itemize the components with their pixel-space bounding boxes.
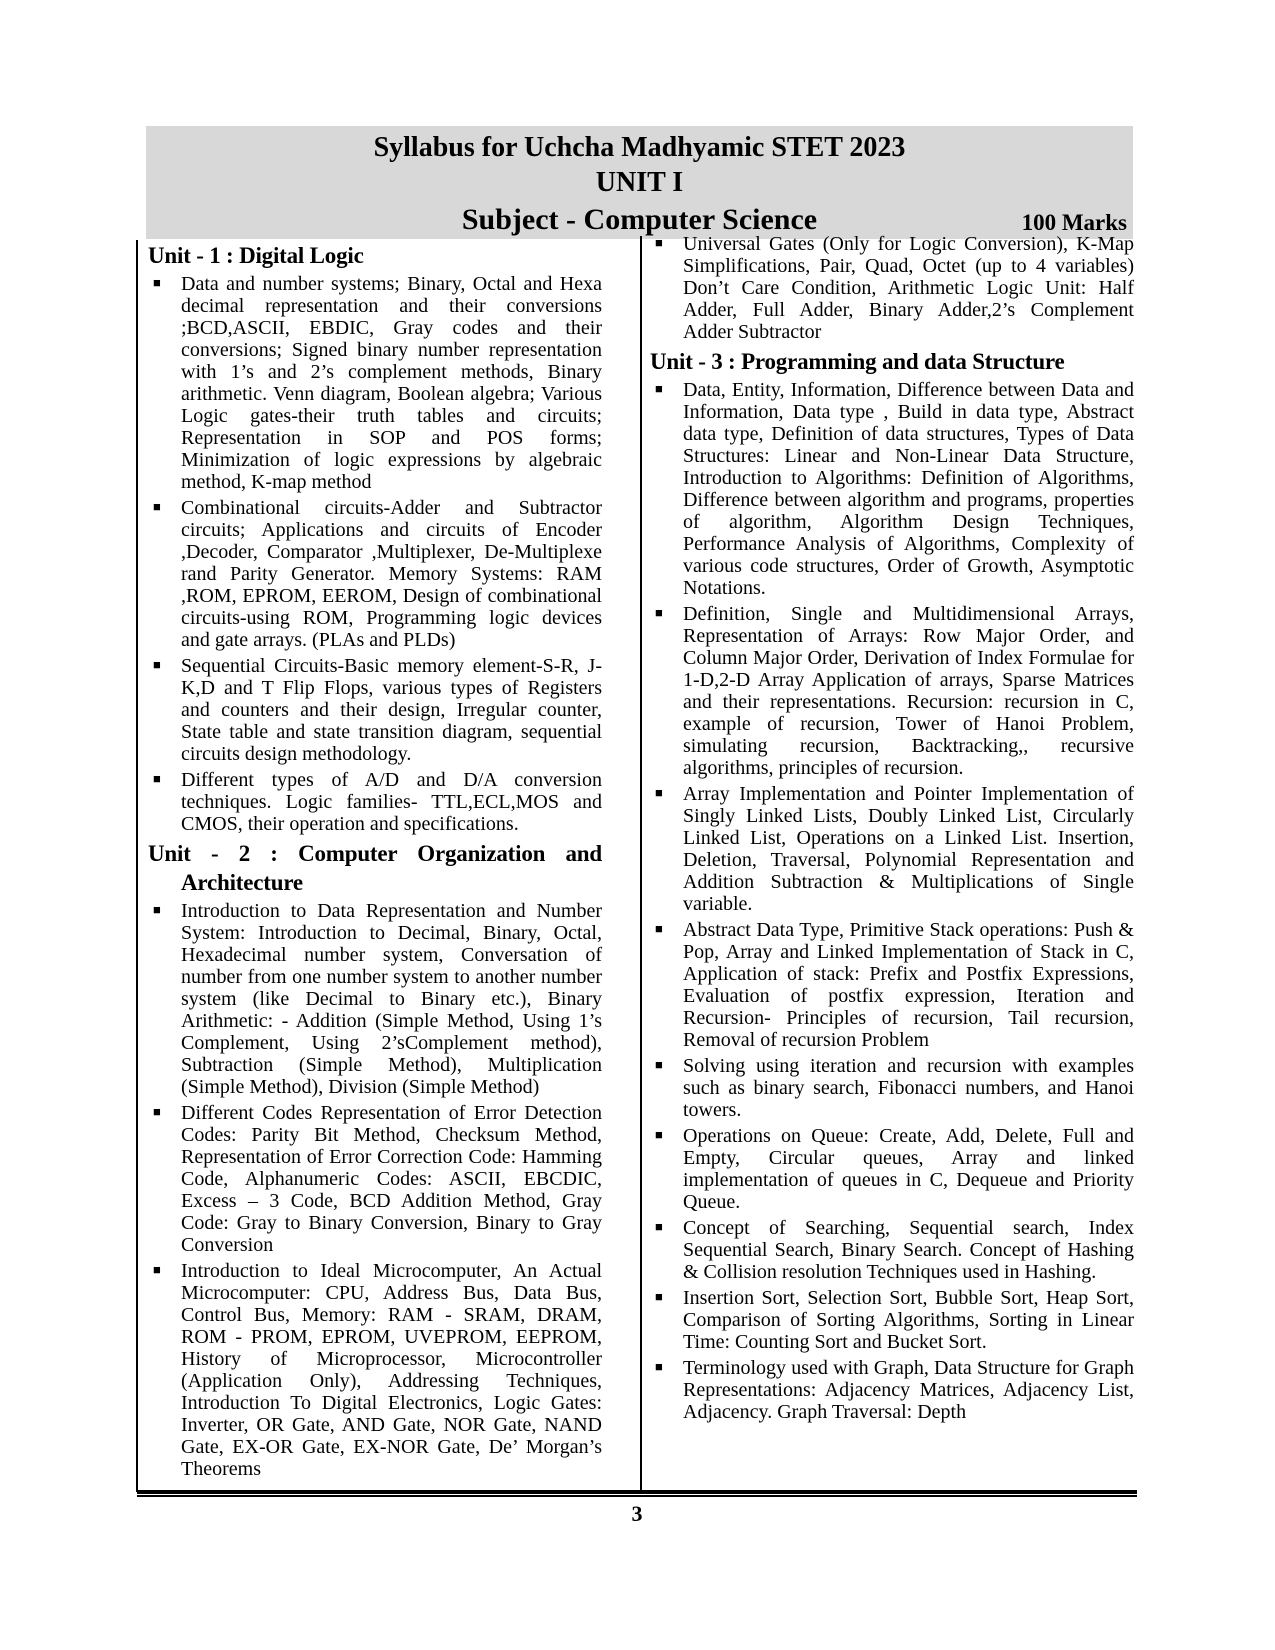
unit-heading: Unit - 3 : Programming and data Structure: [650, 349, 1065, 374]
square-bullet-icon: ■: [153, 275, 161, 290]
page-header: [146, 126, 1133, 239]
syllabus-item-text: Data and number systems; Binary, Octal and Hexa decimal representation and their conversions ;BCD,ASCII, EBDIC, Gray codes and their conversions; Signed binary number representation with 1’s and 2’s complement methods, Binary arithmetic. Venn diagram, Boolean algebra; Various Logic gates-their truth tables and circuits; Representation in SOP and POS forms; Minimization of logic expressions by algebraic method, K-map method: [181, 273, 602, 493]
square-bullet-icon: ■: [153, 499, 161, 514]
syllabus-item: [650, 1287, 1134, 1353]
syllabus-item-text: Universal Gates (Only for Logic Conversion), K-Map Simplifications, Pair, Quad, Octet (up to 4 variables) Don’t Care Condition, Arithmetic Logic Unit: Half Adder, Full Adder, Binary Adder,2’s Complement Adder Subtractor: [683, 233, 1134, 343]
footer-rule: [137, 1490, 1137, 1497]
left-page-border: [136, 240, 138, 1492]
column-divider: [640, 236, 642, 1492]
square-bullet-icon: ■: [655, 921, 663, 936]
square-bullet-icon: ■: [655, 1057, 663, 1072]
square-bullet-icon: ■: [655, 1289, 663, 1304]
syllabus-item: [650, 1125, 1134, 1213]
syllabus-item-text: Combinational circuits-Adder and Subtractor circuits; Applications and circuits of Encoder ,Decoder, Comparator ,Multiplexer, De-Multiplexe rand Parity Generator. Memory Systems: RAM ,ROM, EPROM, EEROM, Design of combinational circuits-using ROM, Programming logic devices and gate arrays. (PLAs and PLDs): [181, 497, 602, 651]
syllabus-item: [650, 1357, 1134, 1423]
square-bullet-icon: ■: [153, 902, 161, 917]
syllabus-item-text: Insertion Sort, Selection Sort, Bubble Sort, Heap Sort, Comparison of Sorting Algorithms, Sorting in Linear Time: Counting Sort and Bucket Sort.: [683, 1287, 1134, 1353]
square-bullet-icon: ■: [153, 771, 161, 786]
unit-heading: Unit - 1 : Digital Logic: [148, 243, 364, 268]
square-bullet-icon: ■: [153, 1104, 161, 1119]
square-bullet-icon: ■: [655, 785, 663, 800]
column-right: [650, 233, 1134, 1427]
syllabus-item: [148, 1102, 602, 1256]
syllabus-item: [650, 1055, 1134, 1121]
syllabus-item-text: Concept of Searching, Sequential search, Index Sequential Search, Binary Search. Concept of Hashing & Collision resolution Techniques used in Hashing.: [683, 1217, 1134, 1283]
square-bullet-icon: ■: [655, 1219, 663, 1234]
square-bullet-icon: ■: [655, 235, 663, 250]
syllabus-item: [650, 1217, 1134, 1283]
syllabus-item: [650, 379, 1134, 599]
syllabus-item: [148, 900, 602, 1098]
syllabus-item-text: Introduction to Data Representation and Number System: Introduction to Decimal, Binary, Octal, Hexadecimal number system, Conversation of number from one number system to another number system (like Decimal to Binary etc.), Binary Arithmetic: - Addition (Simple Method, Using 1’s Complement, Using 2’sComplement method), Subtraction (Simple Method), Multiplication (Simple Method), Division (Simple Method): [181, 900, 602, 1098]
syllabus-item-text: Array Implementation and Pointer Implementation of Singly Linked Lists, Doubly Linked List, Circularly Linked List, Operations on a Linked List. Insertion, Deletion, Traversal, Polynomial Representation and Addition Subtraction & Multiplications of Single variable.: [683, 783, 1134, 915]
square-bullet-icon: ■: [655, 1359, 663, 1374]
column-left: [148, 238, 602, 1484]
syllabus-item: [650, 603, 1134, 779]
square-bullet-icon: ■: [655, 381, 663, 396]
syllabus-item: [650, 919, 1134, 1051]
syllabus-item: [148, 655, 602, 765]
square-bullet-icon: ■: [153, 1262, 161, 1277]
syllabus-item-text: Introduction to Ideal Microcomputer, An Actual Microcomputer: CPU, Address Bus, Data Bus, Control Bus, Memory: RAM - SRAM, DRAM, ROM - PROM, EPROM, UVEPROM, EEPROM, History of Microprocessor, Microcontroller (Application Only), Addressing Techniques, Introduction To Digital Electronics, Logic Gates: Inverter, OR Gate, AND Gate, NOR Gate, NAND Gate, EX-OR Gate, EX-NOR Gate, De’ Morgan’s Theorems: [181, 1260, 602, 1480]
syllabus-item-text: Abstract Data Type, Primitive Stack operations: Push & Pop, Array and Linked Implementation of Stack in C, Application of stack: Prefix and Postfix Expressions, Evaluation of postfix expression, Iteration and Recursion- Principles of recursion, Tail recursion, Removal of recursion Problem: [683, 919, 1134, 1051]
square-bullet-icon: ■: [655, 605, 663, 620]
syllabus-item-text: Operations on Queue: Create, Add, Delete, Full and Empty, Circular queues, Array and linked implementation of queues in C, Dequeue and Priority Queue.: [683, 1125, 1134, 1213]
syllabus-item: [148, 273, 602, 493]
subject-title: Subject - Computer Science: [461, 203, 818, 236]
syllabus-item-text: Solving using iteration and recursion with examples such as binary search, Fibonacci numbers, and Hanoi towers.: [683, 1055, 1134, 1121]
syllabus-item: [148, 769, 602, 835]
unit-heading: Unit - 2 : Computer Organization and Architecture: [148, 841, 602, 895]
syllabus-item: [650, 783, 1134, 915]
syllabus-item-text: Different Codes Representation of Error Detection Codes: Parity Bit Method, Checksum Method, Representation of Error Correction Code: Hamming Code, Alphanumeric Codes: ASCII, EBCDIC, Excess – 3 Code, BCD Addition Method, Gray Code: Gray to Binary Conversion, Binary to Gray Conversion: [181, 1102, 602, 1256]
syllabus-item: [650, 233, 1134, 343]
syllabus-title: Syllabus for Uchcha Madhyamic STET 2023: [373, 132, 906, 163]
page-number: 3: [631, 1501, 643, 1526]
square-bullet-icon: ■: [153, 657, 161, 672]
syllabus-item-text: Terminology used with Graph, Data Structure for Graph Representations: Adjacency Matrices, Adjacency List, Adjacency. Graph Traversal: Depth: [683, 1357, 1134, 1423]
syllabus-item-text: Data, Entity, Information, Difference between Data and Information, Data type , Build in data type, Abstract data type, Definition of data structures, Types of Data Structures: Linear and Non-Linear Data Structure, Introduction to Algorithms: Definition of Algorithms, Difference between algorithm and programs, properties of algorithm, Algorithm Design Techniques, Performance Analysis of Algorithms, Complexity of various code structures, Order of Growth, Asymptotic Notations.: [683, 379, 1134, 599]
unit-title: UNIT I: [595, 167, 684, 198]
syllabus-item: [148, 1260, 602, 1480]
syllabus-item: [148, 497, 602, 651]
square-bullet-icon: ■: [655, 1127, 663, 1142]
syllabus-item-text: Different types of A/D and D/A conversion techniques. Logic families- TTL,ECL,MOS and CMOS, their operation and specifications.: [181, 769, 602, 835]
syllabus-item-text: Sequential Circuits-Basic memory element-S-R, J-K,D and T Flip Flops, various types of Registers and counters and their design, Irregular counter, State table and state transition diagram, sequential circuits design methodology.: [181, 655, 602, 765]
marks-label: 100 Marks: [1021, 210, 1127, 235]
syllabus-item-text: Definition, Single and Multidimensional Arrays, Representation of Arrays: Row Major Order, and Column Major Order, Derivation of Index Formulae for 1-D,2-D Array Application of arrays, Sparse Matrices and their representations. Recursion: recursion in C, example of recursion, Tower of Hanoi Problem, simulating recursion, Backtracking,, recursive algorithms, principles of recursion.: [683, 603, 1134, 779]
